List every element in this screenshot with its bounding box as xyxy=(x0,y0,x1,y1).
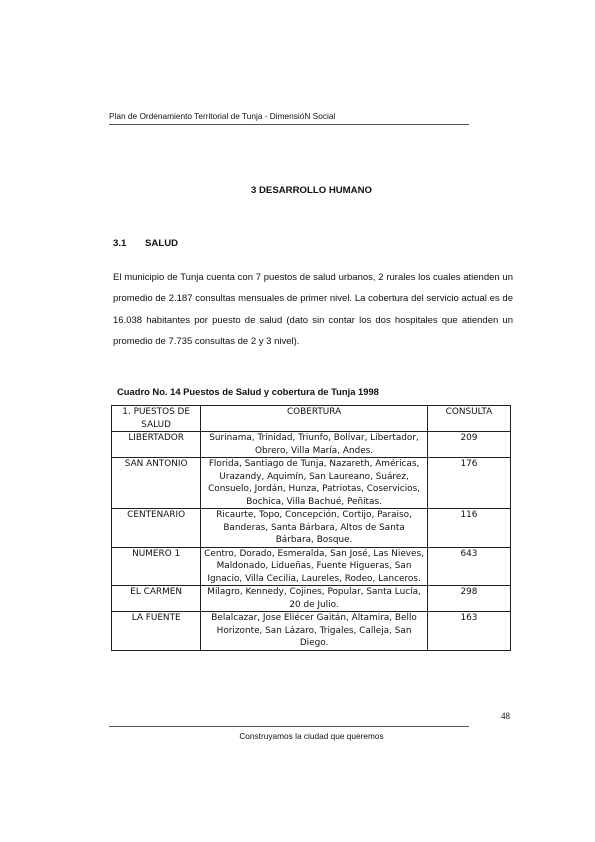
running-footer: Construyamos la ciudad que queremos xyxy=(239,731,384,741)
table-header-row xyxy=(112,406,511,432)
consulta-cell: 176 xyxy=(427,458,510,509)
cobertura-cell: Surinama, Trinidad, Triunfo, Bolívar, Libertador, Obrero, Villa María, Andes. xyxy=(201,432,428,458)
cobertura-cell: Florida, Santiago de Tunja, Nazareth, Américas, Urazandy, Aquimín, San Laureano, Suárez, Consuelo, Jordán, Hunza, Patriotas, Coservicios, Bochica, Villa Bachué, Peñitas. xyxy=(201,458,428,509)
table-row xyxy=(112,586,511,612)
section-heading xyxy=(113,238,178,249)
running-header: Plan de Ordenamiento Territorial de Tunja - DimensióN Social xyxy=(109,111,336,121)
body-paragraph: El municipio de Tunja cuenta con 7 puestos de salud urbanos, 2 rurales los cuales atienden un promedio de 2.187 consultas mensuales de primer nivel. La cobertura del servicio actual es de 16.038 habitantes por puesto de salud (dato sin contar los dos hospitales que atienden un promedio de 7.735 consultas de 2 y 3 nivel). xyxy=(113,272,513,347)
table-row xyxy=(112,458,511,509)
consulta-cell: 298 xyxy=(427,586,510,612)
header-cell-consulta: CONSULTA xyxy=(427,406,510,432)
chapter-title: 3 DESARROLLO HUMANO xyxy=(251,185,372,196)
consulta-cell: 209 xyxy=(427,432,510,458)
consulta-cell: 116 xyxy=(427,509,510,548)
puesto-cell: LA FUENTE xyxy=(112,612,201,651)
cobertura-cell: Milagro, Kennedy, Cojines, Popular, Santa Lucía, 20 de Julio. xyxy=(201,586,428,612)
puesto-cell: SAN ANTONIO xyxy=(112,458,201,509)
table-row xyxy=(112,432,511,458)
section-title: SALUD xyxy=(145,238,179,249)
puesto-cell: CENTENARIO xyxy=(112,509,201,548)
section-number: 3.1 xyxy=(113,238,127,249)
table-row xyxy=(112,547,511,586)
header-divider xyxy=(109,124,469,125)
cobertura-cell: Belalcazar, Jose Eliécer Gaitán, Altamira, Bello Horizonte, San Lázaro, Trigales, Calleja, San Diego. xyxy=(201,612,428,651)
consulta-cell: 643 xyxy=(427,547,510,586)
table-row xyxy=(112,509,511,548)
header-cell-cobertura: COBERTURA xyxy=(201,406,428,432)
puesto-cell: LIBERTADOR xyxy=(112,432,201,458)
page-number: 48 xyxy=(501,711,510,721)
footer-divider xyxy=(109,726,469,727)
header-cell-puestos: 1. PUESTOS DE SALUD xyxy=(112,406,201,432)
cobertura-cell: Centro, Dorado, Esmeralda, San José, Las Nieves, Maldonado, Lidueñas, Fuente Higueras, San Ignacio, Villa Cecilia, Laureles, Rodeo, Lanceros. xyxy=(201,547,428,586)
table-caption: Cuadro No. 14 Puestos de Salud y cobertura de Tunja 1998 xyxy=(117,386,379,397)
health-posts-table xyxy=(111,405,511,651)
puesto-cell: EL CARMEN xyxy=(112,586,201,612)
table-row xyxy=(112,612,511,651)
puesto-cell: NUMERO 1 xyxy=(112,547,201,586)
cobertura-cell: Ricaurte, Topo, Concepción, Cortijo, Paraiso, Banderas, Santa Bárbara, Altos de Santa Bárbara, Bosque. xyxy=(201,509,428,548)
consulta-cell: 163 xyxy=(427,612,510,651)
